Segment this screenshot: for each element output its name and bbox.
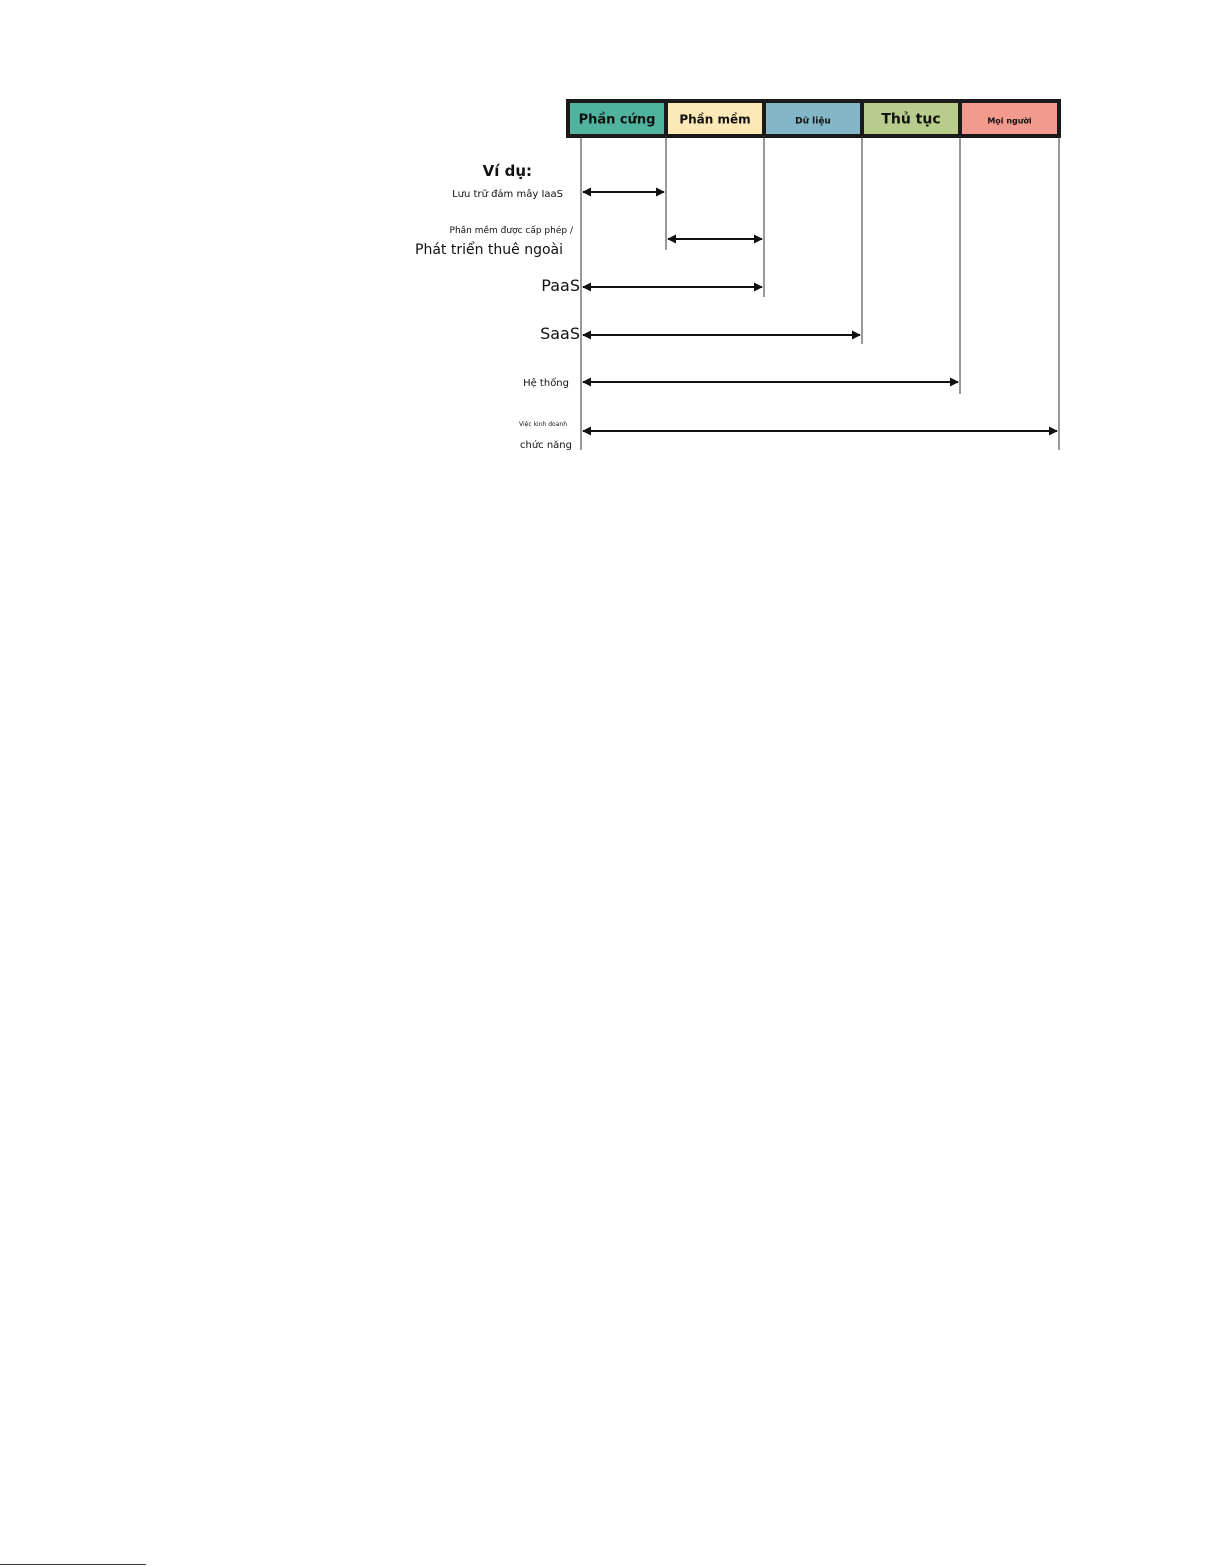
example-label: Lưu trữ đám mây IaaS: [452, 189, 563, 200]
category-1: [666, 101, 764, 136]
example-label: PaaS: [541, 276, 580, 295]
footnote-rule: [0, 1564, 146, 1565]
example-label: Hệ thống: [523, 378, 569, 389]
example-row: [523, 377, 958, 389]
category-3: [862, 101, 960, 136]
category-header-bar: [568, 101, 1059, 136]
example-row: [541, 276, 762, 295]
boundary-lines: [581, 136, 1059, 450]
examples-heading: Ví dụ:: [482, 162, 532, 180]
example-row: [452, 188, 664, 200]
category-4: [960, 101, 1059, 136]
example-label: SaaS: [540, 324, 580, 343]
category-label: Phần cứng: [578, 112, 656, 128]
example-label: Phần mềm được cấp phép /: [449, 226, 573, 236]
example-row: [540, 324, 860, 343]
example-row: [415, 225, 762, 258]
category-0: [568, 101, 666, 136]
example-row: [519, 421, 1057, 451]
example-label: Việc kinh doanh: [519, 421, 567, 428]
category-label: Phần mềm: [679, 112, 751, 127]
example-label: Phát triển thuê ngoài: [415, 242, 563, 258]
category-label: Dữ liệu: [795, 116, 831, 127]
category-label: Thủ tục: [881, 111, 941, 128]
example-label: chức năng: [519, 440, 572, 451]
category-label: Mọi người: [987, 116, 1032, 126]
example-rows: [415, 188, 1057, 451]
category-2: [764, 101, 862, 136]
